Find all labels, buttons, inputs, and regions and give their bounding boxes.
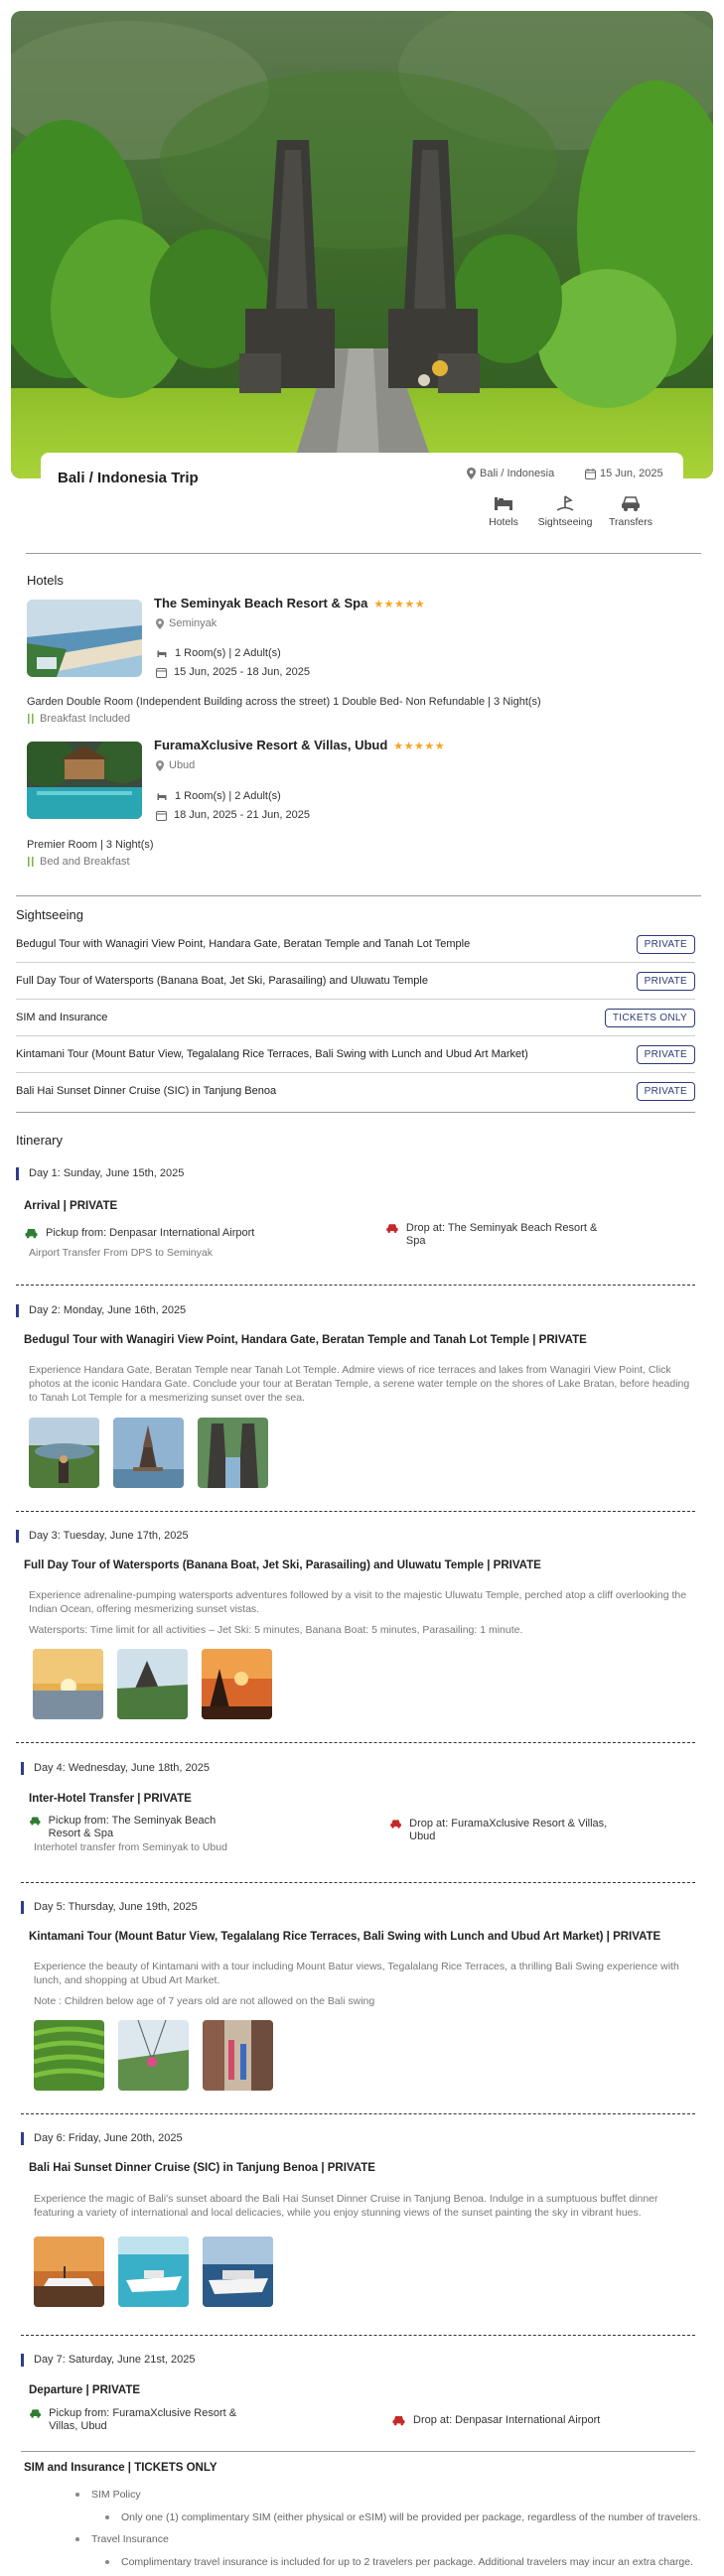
hotel-dates: [156, 809, 310, 821]
day-6-header: Day 6: Friday, June 20th, 2025: [21, 2132, 183, 2145]
day-6-title: Bali Hai Sunset Dinner Cruise (SIC) in Tanjung Benoa | PRIVATE: [29, 2162, 375, 2174]
private-badge: PRIVATE: [637, 972, 695, 991]
photo-thumbnail: [117, 1649, 188, 1719]
service-sightseeing-label: Sightseeing: [537, 516, 593, 528]
hotel-rooms: [156, 647, 281, 659]
meal-plan-text: Bed and Breakfast: [40, 856, 130, 868]
service-transfers-label: Transfers: [609, 516, 652, 528]
car-icon: [620, 494, 642, 512]
trip-date-text: 15 Jun, 2025: [600, 468, 663, 479]
bed-icon: [156, 649, 168, 658]
pickup-info: [29, 2407, 267, 2433]
day-divider: [21, 1882, 695, 1883]
sightseeing-item: [16, 963, 695, 999]
hotel-location: [156, 759, 195, 771]
photo-thumbnail: [33, 1649, 103, 1719]
sightseeing-item: [16, 926, 695, 962]
drop-text: Drop at: The Seminyak Beach Resort & Spa: [405, 1222, 598, 1247]
sightseeing-icon: [554, 494, 576, 512]
room-description: Premier Room | 3 Night(s): [27, 839, 154, 851]
meal-plan-text: Breakfast Included: [40, 713, 131, 725]
car-icon: [29, 2407, 42, 2419]
drop-info: [385, 1222, 604, 1248]
day-divider: [16, 1511, 695, 1512]
hotel-dates-text: 18 Jun, 2025 - 21 Jun, 2025: [174, 809, 310, 821]
drop-info: [391, 2414, 650, 2427]
divider: [16, 1112, 695, 1113]
map-pin-icon: [156, 618, 164, 629]
day-5-title: Kintamani Tour (Mount Batur View, Tegalalang Rice Terraces, Bali Swing with Lunch and Ubud Art Market) | PRIVATE: [29, 1931, 661, 1943]
trip-location: [467, 468, 554, 479]
sightseeing-item-name: Full Day Tour of Watersports (Banana Boat, Jet Ski, Parasailing) and Uluwatu Temple: [16, 975, 428, 987]
day-2-description: Experience Handara Gate, Beratan Temple near Tanah Lot Temple. Admire views of rice terraces and lakes from Wanagiri View Point, Click photos at the iconic Handara Gate. Conclude your tour at Beratan Temple, a serene water temple on the shores of Lake Bratan, before heading to Tanah Lot Temple for a mesmerizing sunset over the sea.: [29, 1364, 690, 1404]
photo-thumbnail: [118, 2020, 189, 2091]
calendar-icon: [585, 469, 596, 479]
pickup-text: Pickup from: The Seminyak Beach Resort & Spa: [48, 1815, 217, 1839]
transfer-note: Airport Transfer From DPS to Seminyak: [29, 1247, 213, 1259]
day-3-description: Experience adrenaline-pumping watersports adventures followed by a visit to the majestic Uluwatu Temple, perched atop a cliff overlooking the Indian Ocean, offering mesmerizing sunset vistas.: [29, 1589, 687, 1615]
day-3-title: Full Day Tour of Watersports (Banana Boat, Jet Ski, Parasailing) and Uluwatu Temple | PRIVATE: [24, 1559, 541, 1571]
divider: [26, 553, 701, 554]
hotel-name: [154, 596, 425, 610]
trip-date: [585, 468, 663, 479]
sightseeing-item-name: Kintamani Tour (Mount Batur View, Tegalalang Rice Terraces, Bali Swing with Lunch and Ubud Art Market): [16, 1048, 528, 1060]
sim-policy-text: Only one (1) complimentary SIM (either physical or eSIM) will be provided per package, regardless of the number of travelers.: [121, 2511, 701, 2523]
sightseeing-item: [16, 1073, 695, 1109]
photo-thumbnail: [34, 2020, 104, 2091]
utensils-icon: [27, 857, 35, 867]
photo-thumbnail: [34, 2237, 104, 2307]
car-icon: [389, 1818, 402, 1830]
sim-insurance-title: SIM and Insurance | TICKETS ONLY: [24, 2462, 217, 2474]
tickets-only-badge: TICKETS ONLY: [605, 1009, 695, 1027]
day-3-header: Day 3: Tuesday, June 17th, 2025: [16, 1530, 189, 1543]
bed-icon: [493, 494, 514, 512]
hotel-name: [154, 738, 445, 752]
service-sightseeing[interactable]: [520, 494, 610, 528]
day-1-title: Arrival | PRIVATE: [24, 1200, 118, 1212]
hotel-dates-text: 15 Jun, 2025 - 18 Jun, 2025: [174, 666, 310, 678]
trip-title: Bali / Indonesia Trip: [58, 470, 199, 486]
photo-thumbnail: [202, 1649, 272, 1719]
photo-thumbnail: [203, 2237, 273, 2307]
hotel-rooms-text: 1 Room(s) | 2 Adult(s): [175, 790, 281, 802]
hotel-name-text: The Seminyak Beach Resort & Spa: [154, 596, 368, 610]
day-divider: [16, 1285, 695, 1286]
meal-plan: [27, 713, 130, 725]
utensils-icon: [27, 714, 35, 724]
sightseeing-item-name: SIM and Insurance: [16, 1012, 108, 1023]
photo-thumbnail: [113, 1418, 184, 1488]
map-pin-icon: [156, 760, 164, 771]
day-7-header: Day 7: Saturday, June 21st, 2025: [21, 2354, 195, 2367]
service-hotels-label: Hotels: [489, 516, 518, 528]
day-divider: [21, 2335, 695, 2336]
drop-info: [389, 1818, 608, 1843]
sim-policy-label: SIM Policy: [91, 2489, 141, 2501]
hotel-location: [156, 617, 217, 629]
day-5-note: Note : Children below age of 7 years old are not allowed on the Bali swing: [34, 1995, 375, 2007]
drop-text: Drop at: Denpasar International Airport: [413, 2414, 601, 2426]
hotel-rooms: [156, 790, 281, 802]
travel-insurance-label: Travel Insurance: [91, 2533, 169, 2545]
day-6-description: Experience the magic of Bali's sunset aboard the Bali Hai Sunset Dinner Cruise in Tanjung Benoa. Indulge in a sumptuous buffet dinner featuring a variety of international and local delicacies, while you enjoy stunning views of the sunset painting the sky in vibrant hues.: [34, 2193, 658, 2219]
day-7-title: Departure | PRIVATE: [29, 2384, 141, 2396]
hero-image: [11, 11, 713, 478]
pickup-info: [24, 1227, 282, 1240]
divider: [16, 895, 701, 896]
hotel-rooms-text: 1 Room(s) | 2 Adult(s): [175, 647, 281, 659]
hotel-image-seminyak: [27, 600, 142, 677]
hotels-heading: Hotels: [27, 573, 64, 588]
hotel-dates: [156, 666, 310, 678]
day-5-header: Day 5: Thursday, June 19th, 2025: [21, 1901, 198, 1914]
calendar-icon: [156, 810, 167, 821]
hotel-image-ubud: [27, 742, 142, 819]
private-badge: PRIVATE: [637, 1045, 695, 1064]
hotel-location-text: Ubud: [169, 759, 196, 771]
divider: [21, 2451, 695, 2452]
calendar-icon: [156, 667, 167, 678]
room-description: Garden Double Room (Independent Building across the street) 1 Double Bed- Non Refundable | 3 Night(s): [27, 696, 541, 708]
sightseeing-item: [16, 1000, 695, 1035]
day-2-title: Bedugul Tour with Wanagiri View Point, Handara Gate, Beratan Temple and Tanah Lot Temple | PRIVATE: [24, 1334, 587, 1346]
day-divider: [16, 1742, 695, 1743]
photo-thumbnail: [198, 1418, 268, 1488]
bed-icon: [156, 792, 168, 801]
day-4-title: Inter-Hotel Transfer | PRIVATE: [29, 1793, 192, 1805]
car-icon: [29, 1815, 42, 1827]
sightseeing-heading: Sightseeing: [16, 907, 83, 922]
private-badge: PRIVATE: [637, 1082, 695, 1101]
star-rating: ★★★★★: [393, 741, 446, 752]
service-transfers[interactable]: [599, 494, 662, 528]
photo-thumbnail: [118, 2237, 189, 2307]
day-3-watersports-note: Watersports: Time limit for all activities – Jet Ski: 5 minutes, Banana Boat: 5 minutes, Parasailing: 1 minute.: [29, 1624, 523, 1636]
drop-text: Drop at: FuramaXclusive Resort & Villas, Ubud: [409, 1818, 608, 1842]
sightseeing-item: [16, 1036, 695, 1072]
hotel-location-text: Seminyak: [169, 617, 217, 629]
meal-plan: [27, 856, 130, 868]
day-2-header: Day 2: Monday, June 16th, 2025: [16, 1304, 186, 1317]
sightseeing-item-name: Bedugul Tour with Wanagiri View Point, Handara Gate, Beratan Temple and Tanah Lot Temple: [16, 938, 471, 950]
day-5-description: Experience the beauty of Kintamani with a tour including Mount Batur views, Tegalalang Rice Terraces, a thrilling Bali Swing experience with lunch, and shopping at Ubud Art Market.: [34, 1961, 679, 1986]
star-rating: ★★★★★: [373, 599, 426, 610]
private-badge: PRIVATE: [637, 935, 695, 954]
trip-summary-card: [41, 453, 683, 542]
car-icon: [391, 2414, 406, 2426]
photo-thumbnail: [203, 2020, 273, 2091]
pickup-text: Pickup from: FuramaXclusive Resort & Villas, Ubud: [49, 2407, 237, 2432]
trip-location-text: Bali / Indonesia: [480, 468, 555, 479]
day-divider: [21, 2113, 695, 2114]
car-icon: [24, 1227, 39, 1239]
car-icon: [385, 1222, 399, 1234]
pickup-text: Pickup from: Denpasar International Airport: [46, 1227, 255, 1239]
photo-thumbnail: [29, 1418, 99, 1488]
hotel-name-text: FuramaXclusive Resort & Villas, Ubud: [154, 738, 388, 752]
map-pin-icon: [467, 468, 476, 479]
pickup-info: [29, 1815, 247, 1840]
transfer-note: Interhotel transfer from Seminyak to Ubud: [34, 1841, 227, 1853]
travel-insurance-text: Complimentary travel insurance is included for up to 2 travelers per package. Additional travelers may incur an extra charge.: [121, 2556, 694, 2568]
day-1-header: Day 1: Sunday, June 15th, 2025: [16, 1167, 184, 1180]
sightseeing-item-name: Bali Hai Sunset Dinner Cruise (SIC) in Tanjung Benoa: [16, 1085, 277, 1097]
day-4-header: Day 4: Wednesday, June 18th, 2025: [21, 1762, 210, 1775]
itinerary-heading: Itinerary: [16, 1133, 63, 1148]
